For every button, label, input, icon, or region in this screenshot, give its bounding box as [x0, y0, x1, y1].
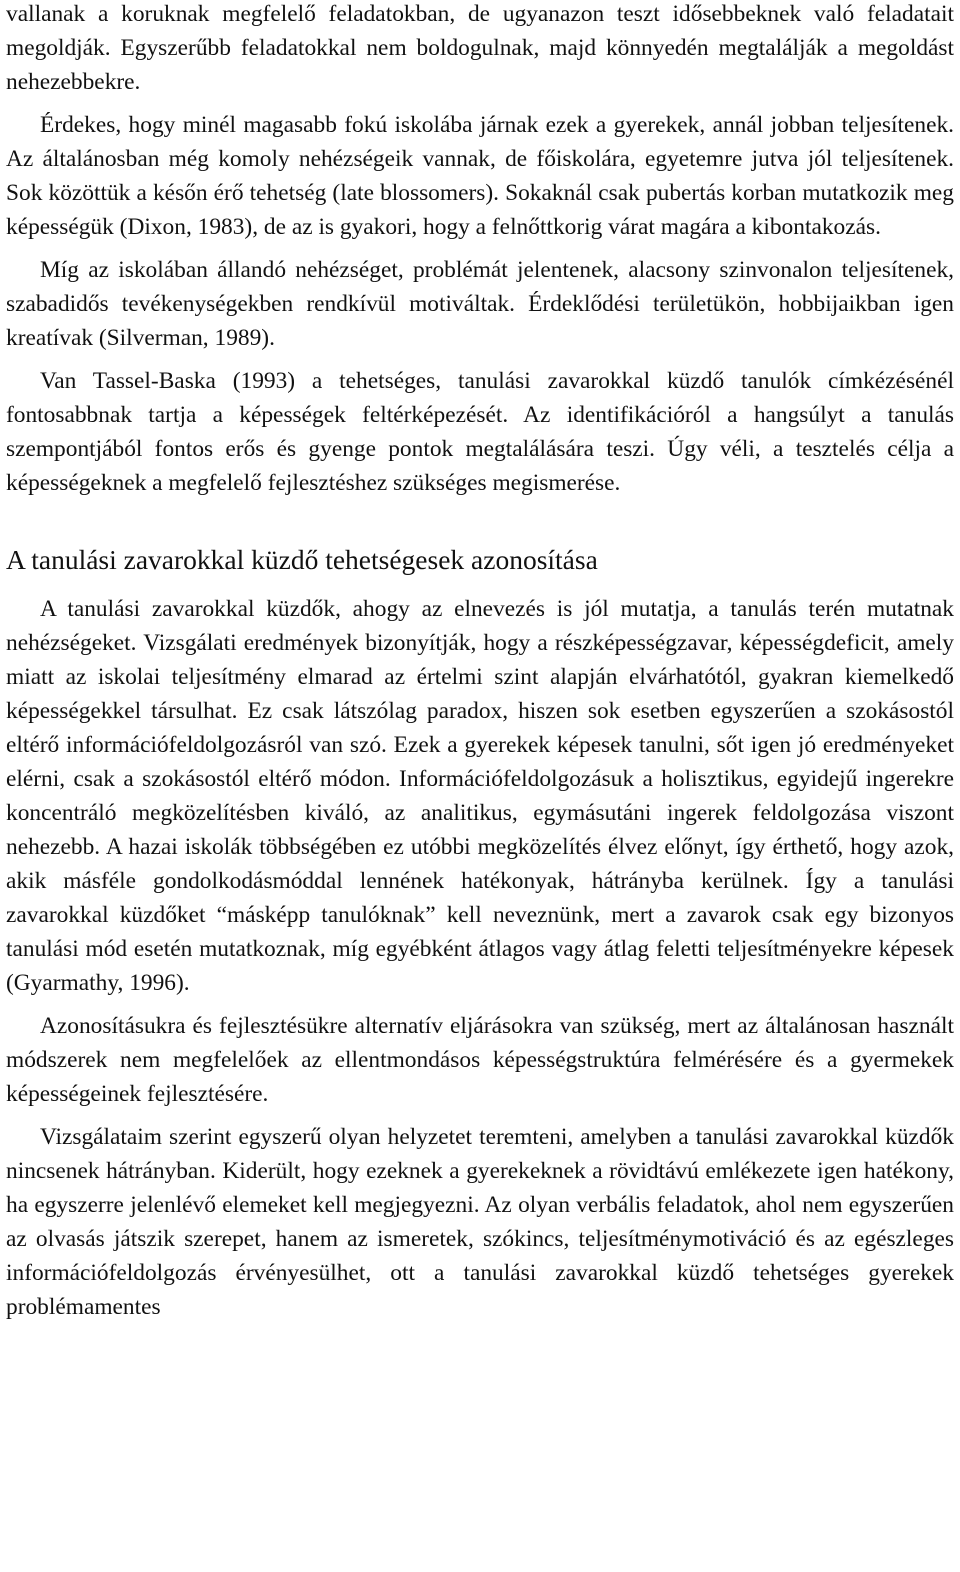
paragraph: Vizsgálataim szerint egyszerű olyan helyzetet teremteni, amelyben a tanulási zavarokkal küzdők nincsenek hátrányban. Kiderült, hogy ezeknek a gyerekeknek a rövidtávú emlékezete igen hatékony, ha egyszerre jelenlévő elemeket kell megjegyezni. Az olyan verbális feladatok, ahol nem egyszerűen az olvasás játszik szerepet, hanem az ismeretek, szókincs, teljesítménymotiváció és az egészleges információfeldolgozás érvényesülhet, ott a tanulási zavarokkal küzdő tehetséges gyerekek problémamentes: [6, 1124, 954, 1320]
paragraph: A tanulási zavarokkal küzdők, ahogy az elnevezés is jól mutatja, a tanulás terén mutatnak nehézségeket. Vizsgálati eredmények bizonyítják, hogy a részképességzavar, képességdeficit, amely miatt az iskolai teljesítmény elmarad az értelmi szint alapján elvárhatótól, gyakran kiemelkedő képességekkel társulhat. Ez csak látszólag paradox, hiszen sok esetben egyszerűen a szokásostól eltérő információfeldolgozásról van szó. Ezek a gyerekek képesek tanulni, sőt igen jó eredményeket elérni, csak a szokásostól eltérő módon. Információfeldolgozásuk a holisztikus, egyidejű ingerekre koncentráló megközelítésben kiváló, az analitikus, egymásutáni ingerek feldolgozása viszont nehezebb. A hazai iskolák többségében ez utóbbi megközelítés élvez előnyt, így érthető, hogy azok, akik másféle gondolkodásmóddal lennének hatékonyak, hátrányba kerülnek. Így a tanulási zavarokkal küzdőket “másképp tanulóknak” kell neveznünk, mert a zavarok csak egy bizonyos tanulási mód esetén mutatkoznak, míg egyébként átlagos vagy átlag feletti teljesítményekre képesek (Gyarmathy, 1996).: [6, 596, 954, 996]
paragraph: Van Tassel-Baska (1993) a tehetséges, tanulási zavarokkal küzdő tanulók címkézésénél fontosabbnak tartja a képességek feltérképezését. Az identifikációról a hangsúlyt a tanulás szempontjából fontos erős és gyenge pontok megtalálására teszi. Úgy véli, a tesztelés célja a képességeknek a megfelelő fejlesztéshez szükséges megismerése.: [6, 368, 954, 496]
paragraph: Azonosításukra és fejlesztésükre alternatív eljárásokra van szükség, mert az általánosan használt módszerek nem megfelelőek az ellentmondásos képességstruktúra felmérésére és a gyermekek képességeinek fejlesztésére.: [6, 1013, 954, 1107]
paragraph: Míg az iskolában állandó nehézséget, problémát jelentenek, alacsony szinvonalon teljesítenek, szabadidős tevékenységekben rendkívül motiváltak. Érdeklődési területükön, hobbijaikban igen kreatívak (Silverman, 1989).: [6, 257, 954, 351]
paragraph: vallanak a koruknak megfelelő feladatokban, de ugyanazon teszt idősebbeknek való feladatait megoldják. Egyszerűbb feladatokkal nem boldogulnak, majd könnyedén megtalálják a megoldást nehezebbekre.: [6, 1, 954, 95]
document-page: [6, 0, 954, 1333]
section-heading: A tanulási zavarokkal küzdő tehetségesek azonosítása: [6, 544, 598, 575]
paragraph: Érdekes, hogy minél magasabb fokú iskolába járnak ezek a gyerekek, annál jobban teljesítenek. Az általánosban még komoly nehézségeik vannak, de főiskolára, egyetemre jutva jól teljesítenek. Sok közöttük a későn érő tehetség (late blossomers). Sokaknál csak pubertás korban mutatkozik meg képességük (Dixon, 1983), de az is gyakori, hogy a felnőttkorig várat magára a kibontakozás.: [6, 112, 954, 240]
